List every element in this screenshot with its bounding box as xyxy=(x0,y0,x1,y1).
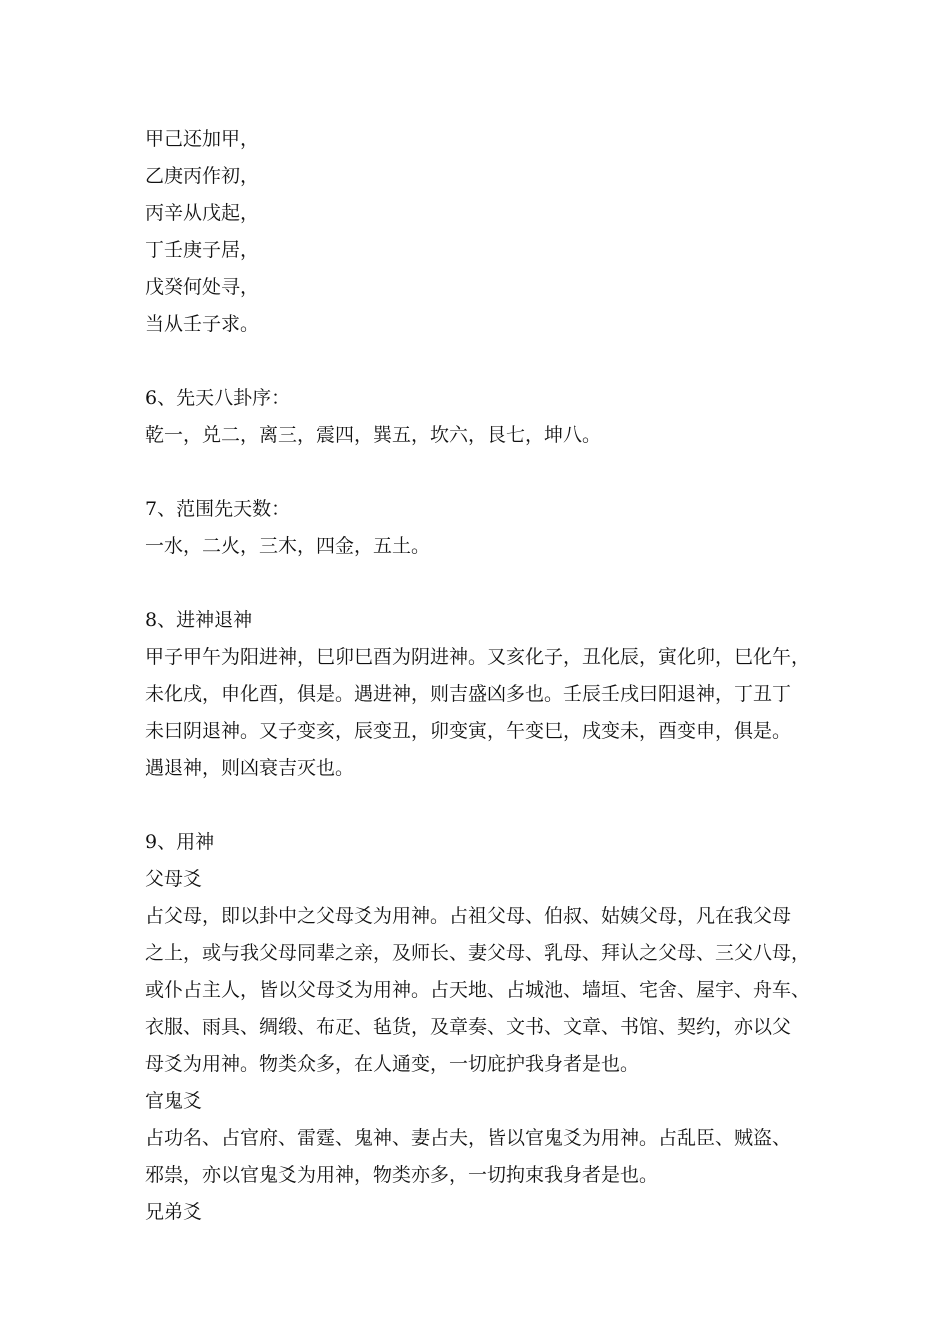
section-heading: 8、进神退神 xyxy=(145,609,253,631)
section-text-line: 遇退神，则凶衰吉灭也。 xyxy=(145,757,355,779)
verse-line: 戊癸何处寻， xyxy=(145,276,260,298)
verse-line: 当从壬子求。 xyxy=(145,313,260,335)
section-text-line: 衣服、雨具、绸缎、布疋、毡货，及章奏、文书、文章、书馆、契约，亦以父 xyxy=(145,1016,792,1038)
section-8 xyxy=(145,602,835,787)
section-heading: 6、先天八卦序： xyxy=(145,387,291,409)
section-text-line: 之上，或与我父母同辈之亲，及师长、妻父母、乳母、拜认之父母、三父八母， xyxy=(145,942,811,964)
subsection-title-xiongdi: 兄弟爻 xyxy=(145,1201,203,1223)
verse-block xyxy=(145,121,835,343)
paragraph-spacer xyxy=(145,343,835,380)
section-text-line: 占父母，即以卦中之父母爻为用神。占祖父母、伯叔、姑姨父母，凡在我父母 xyxy=(145,905,792,927)
verse-line: 丁壬庚子居， xyxy=(145,239,260,261)
section-heading: 9、用神 xyxy=(145,831,215,853)
section-text-line: 未化戌，申化酉，俱是。遇进神，则吉盛凶多也。壬辰壬戌曰阳退神，丁丑丁 xyxy=(145,683,792,705)
paragraph-spacer xyxy=(145,787,835,824)
section-text-line: 母爻为用神。物类众多，在人通变，一切庇护我身者是也。 xyxy=(145,1053,640,1075)
document-body xyxy=(145,121,835,1231)
section-7 xyxy=(145,491,835,565)
verse-line: 甲己还加甲， xyxy=(145,128,260,150)
section-text-line: 邪祟，亦以官鬼爻为用神，物类亦多，一切拘束我身者是也。 xyxy=(145,1164,659,1186)
subsection-title-guangui: 官鬼爻 xyxy=(145,1090,203,1112)
section-text-line: 未曰阴退神。又子变亥，辰变丑，卯变寅，午变巳，戌变未，酉变申，俱是。 xyxy=(145,720,792,742)
paragraph-spacer xyxy=(145,565,835,602)
section-text-line: 占功名、占官府、雷霆、鬼神、妻占夫，皆以官鬼爻为用神。占乱臣、贼盗、 xyxy=(145,1127,792,1149)
section-text-line: 或仆占主人，皆以父母爻为用神。占天地、占城池、墙垣、宅舍、屋宇、舟车、 xyxy=(145,979,811,1001)
section-text: 乾一，兑二，离三，震四，巽五，坎六，艮七，坤八。 xyxy=(145,424,602,446)
verse-line: 乙庚丙作初， xyxy=(145,165,260,187)
section-9 xyxy=(145,824,835,1231)
section-text-line: 甲子甲午为阳进神，巳卯巳酉为阴进神。又亥化子，丑化辰，寅化卯，巳化午， xyxy=(145,646,811,668)
section-heading: 7、范围先天数： xyxy=(145,498,291,520)
section-6 xyxy=(145,380,835,454)
section-text: 一水，二火，三木，四金，五土。 xyxy=(145,535,431,557)
verse-line: 丙辛从戊起， xyxy=(145,202,260,224)
paragraph-spacer xyxy=(145,454,835,491)
subsection-title-fumu: 父母爻 xyxy=(145,868,203,890)
